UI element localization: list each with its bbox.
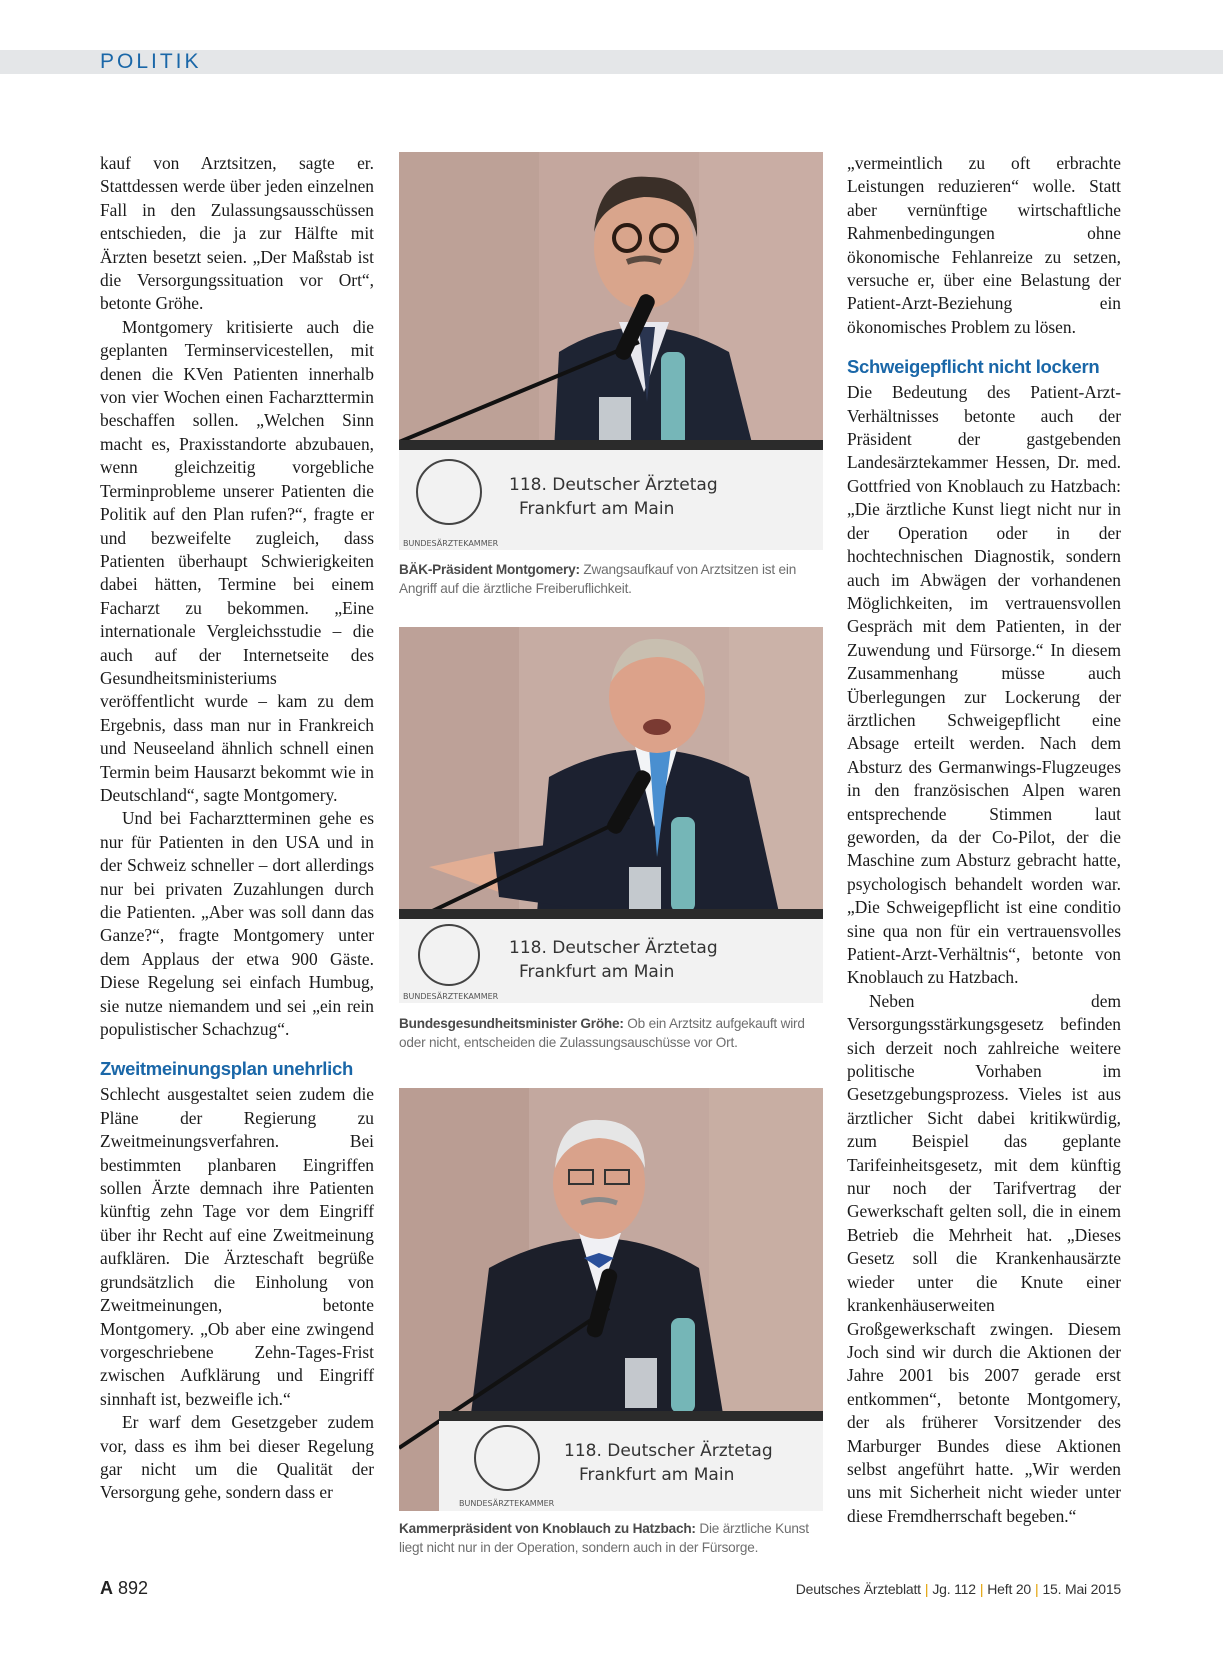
- left-column: [100, 152, 374, 1505]
- caption-text: Die ärztliche Kunst liegt nicht nur in der Operation, sondern auch in der Fürsorge.: [399, 1521, 809, 1555]
- paragraph: Montgomery kritisierte auch die geplanten Terminservicestellen, mit denen die KVen Patienten innerhalb von vier Wochen einen Facharzttermin beschaffen sollen. „Welchen Sinn macht es, Praxisstandorte abzubauen, wenn gleichzeitig vorgebliche Terminprobleme unserer Patienten die Politik auf den Plan rufen?“, fragte er und bezweifelte zugleich, dass Patienten überhaupt Schwierigkeiten dabei hätten, Termine bei einem Facharzt zu bekommen. „Eine internationale Vergleichsstudie – die auch auf der Internetseite des Gesundheitsministeriums veröffentlicht wurde – kam zu dem Ergebnis, dass man nur in Frankreich und Neuseeland ähnlich schnell einen Termin beim Hausarzt bekommt wie in Deutschland“, sagte Montgomery.: [100, 316, 374, 805]
- subheading: Schweigepflicht nicht lockern: [847, 356, 1100, 378]
- seal-text: BUNDESÄRZTEKAMMER: [403, 539, 499, 548]
- podium-line-1: 118. Deutscher Ärztetag: [564, 1441, 773, 1461]
- paragraph: Schlecht ausgestaltet seien zudem die Pläne der Regierung zu Zweitmeinungsverfahren. Bei bestimmten planbaren Eingriffen sollen Ärzte demnach ihre Patienten künftig zehn Tage vor dem Eingriff über ihr Recht auf eine Zweitmeinung aufklären. Die Ärzteschaft begrüße grundsätzlich die Einholung von Zweitmeinungen, betonte Montgomery. „Ob aber eine zwingend vorgeschriebene Zehn-Tages-Frist zwischen Aufklärung und Eingriff sinnhaft ist, bezweifle ich.“: [100, 1084, 374, 1409]
- paragraph: Die Bedeutung des Patient-Arzt-Verhältnisses betonte auch der Präsident der gastgebenden Landesärztekammer Hessen, Dr. med. Gottfried von Knoblauch zu Hatzbach: „Die ärztliche Kunst liegt nicht nur in der Operation oder in der hochtechnischen Diagnostik, sondern auch im Abwägen der vorhandenen Möglichkeiten, im vertrauensvollen Gespräch mit dem Patienten, in der Zuwendung und Fürsorge.“ In diesem Zusammenhang müsse auch Überlegungen zur Lockerung der ärztlichen Schweigepflicht eine Absage erteilt werden. Nach dem Absturz des Germanwings-Flugzeuges in den französischen Alpen waren entsprechende Stimmen laut geworden, da der Co-Pilot, der die Maschine zum Absturz gebracht hatte, psychologisch behandelt worden war. „Die Schweigepflicht ist eine conditio sine qua non für ein vertrauensvolles Patient-Arzt-Verhältnis“, betonte von Knoblauch zu Hatzbach.: [847, 382, 1121, 988]
- paragraph: Und bei Facharztterminen gehe es nur für Patienten in den USA und in der Schweiz schneller – dort allerdings nur bei privaten Zuzahlungen durch die Patienten. „Aber was soll dann das Ganze?“, fragte Montgomery unter dem Applaus der etwa 900 Gäste. Diese Regelung sei einfach Humbug, sie nutze niemandem und sei „ein rein populistischer Schachzug“.: [100, 808, 374, 1040]
- page-number: [100, 1578, 148, 1599]
- photo-knoblauch: [399, 1088, 823, 1511]
- journal-date: 15. Mai 2015: [1042, 1581, 1121, 1597]
- podium-line-2: Frankfurt am Main: [579, 1465, 735, 1485]
- podium-line-1: 118. Deutscher Ärztetag: [509, 475, 718, 495]
- section-label: POLITIK: [100, 50, 202, 73]
- caption-lead: Bundesgesundheitsminister Gröhe:: [399, 1016, 624, 1031]
- journal-info: Deutsches Ärzteblatt | Jg. 112 | Heft 20 | 15. Mai 2015: [795, 1581, 1121, 1597]
- podium-line-2: Frankfurt am Main: [519, 962, 675, 982]
- seal-text: BUNDESÄRZTEKAMMER: [403, 992, 499, 1001]
- photo-montgomery: [399, 152, 823, 550]
- podium-line-2: Frankfurt am Main: [519, 499, 675, 519]
- paragraph: Neben dem Versorgungsstärkungsgesetz befinden sich derzeit noch zahlreiche weitere politische Vorhaben im Gesetzgebungsprozess. Vieles ist aus ärztlicher Sicht dabei kritikwürdig, zum Beispiel das geplante Tarifeinheitsgesetz, mit dem künftig nur noch der Tarifvertrag der Gewerkschaft gelten soll, die in einem Betrieb die Mehrheit hat. „Dieses Gesetz soll die Krankenhausärzte wieder unter die Knute einer krankenhäuserweiten Großgewerkschaft zwingen. Diesem Joch sind wir durch die Aktionen der Jahre 2001 bis 2007 gerade erst entkommen“, betonte Montgomery, der als früherer Vorsitzender des Marburger Bundes diese Aktionen selbst angeführt hatte. „Wir werden uns mit Sicherheit nicht wieder unter diese Fremdherrschaft begeben.“: [847, 990, 1121, 1526]
- podium-line-1: 118. Deutscher Ärztetag: [509, 938, 718, 958]
- seal-text: BUNDESÄRZTEKAMMER: [459, 1499, 555, 1508]
- subheading: Zweitmeinungsplan unehrlich: [100, 1058, 353, 1080]
- photo-caption: [399, 560, 823, 598]
- paragraph: Er warf dem Gesetzgeber zudem vor, dass es ihm bei dieser Regelung gar nicht um die Qualität der Versorgung gehe, sondern dass er: [100, 1412, 374, 1503]
- caption-text: Ob ein Arztsitz aufgekauft wird oder nicht, entscheiden die Zulassungsauschüsse vor Ort.: [399, 1016, 805, 1050]
- caption-lead: Kammerpräsident von Knoblauch zu Hatzbach:: [399, 1521, 696, 1536]
- caption-text: Zwangsaufkauf von Arztsitzen ist ein Angriff auf die ärztliche Freiberuflichkeit.: [399, 562, 797, 596]
- journal-issue: Heft 20: [987, 1581, 1032, 1597]
- photo-caption: [399, 1519, 823, 1557]
- photo-groehe: [399, 627, 823, 1003]
- page-letter: A: [100, 1578, 113, 1598]
- journal-volume: Jg. 112: [932, 1581, 976, 1597]
- right-column: [847, 152, 1121, 1528]
- caption-lead: BÄK-Präsident Montgomery:: [399, 562, 580, 577]
- journal-name: Deutsches Ärzteblatt: [795, 1581, 921, 1597]
- paragraph: kauf von Arztsitzen, sagte er. Stattdessen werde über jeden einzelnen Fall in den Zulassungsausschüssen entschieden, die ja zur Hälfte mit Ärzten besetzt seien. „Der Maßstab ist die Versorgungssituation vor Ort“, betonte Gröhe.: [100, 153, 374, 314]
- photo-caption: [399, 1014, 823, 1052]
- paragraph: „vermeintlich zu oft erbrachte Leistungen reduzieren“ wolle. Statt aber vernünftige wirtschaftliche Rahmenbedingungen ohne ökonomische Fehlanreize zu setzen, versuche er, über eine Belastung der Patient-Arzt-Beziehung ein ökonomisches Problem zu lösen.: [847, 153, 1121, 337]
- page-number-value: 892: [118, 1578, 149, 1598]
